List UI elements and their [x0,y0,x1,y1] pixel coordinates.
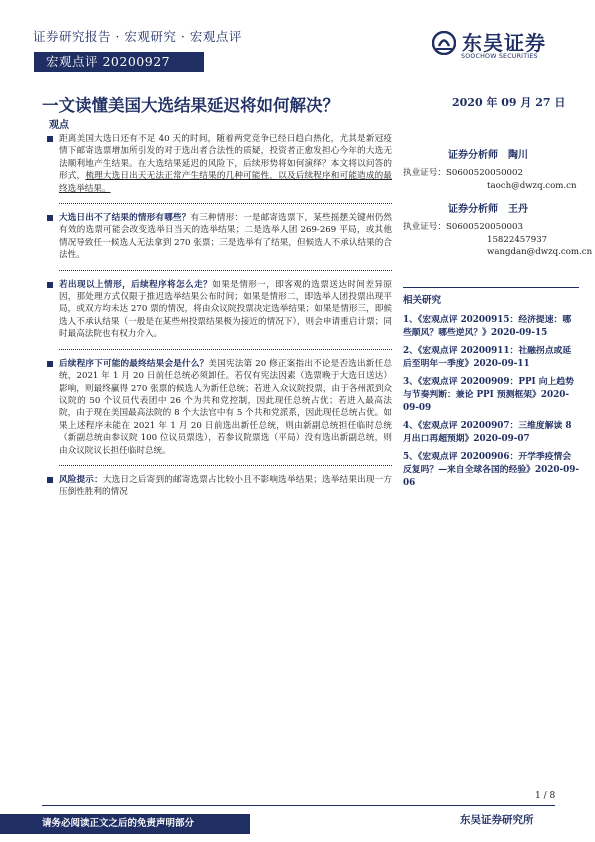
analyst-email[interactable]: wangdan@dwzq.com.cn [487,247,593,257]
related-research-item[interactable]: 1、《宏观点评 20200915：经济提速：哪些顺风？哪些逆风？》2020-09-15 [403,314,572,338]
analyst-heading: 证券分析师 王丹 [448,204,528,215]
related-research-item[interactable]: 2、《宏观点评 20200911：社融拐点或延后至明年一季度》2020-09-11 [403,345,572,369]
related-research-heading: 相关研究 [403,287,579,306]
paragraph-outcomes-lead: 后续程序下可能的最终结果会是什么？ [59,358,209,369]
analyst-card [403,146,583,192]
analyst-heading: 证券分析师 陶川 [448,150,528,161]
paragraph-procedures [47,279,392,341]
analyst-license: 执业证号：S0600520050002 [403,168,523,178]
square-bullet-icon [47,282,53,288]
divider [59,270,392,271]
report-title: 一文读懂美国大选结果延迟将如何解决？ [42,96,339,115]
main-body [47,133,392,507]
analyst-license: 执业证号：S0600520050003 [403,222,523,232]
related-research-item[interactable]: 3、《宏观点评 20200909：PPI 向上趋势与节奏判断：兼论 PPI 预测框架》2020-09-09 [403,376,574,413]
paragraph-risk [47,474,392,499]
paragraph-risk-lead: 风险提示： [59,474,103,485]
divider [59,465,392,466]
square-bullet-icon [47,477,53,483]
divider [59,203,392,204]
paragraph-intro-underlined: 梳理大选日出天无法正常产生结果的几种可能性，以及后续程序和可能造成的最终选举结果。 [59,171,392,194]
analyst-card [403,200,593,259]
report-header [0,0,595,72]
paragraph-risk-text: 大选日之后寄到的邮寄选票占比较小且不影响选举结果；选举结果出现一方压倒性胜利的情况 [59,474,392,498]
report-breadcrumb: 证券研究报告 · 宏观研究 · 宏观点评 [33,29,242,44]
paragraph-outcomes-text: 美国宪法第 20 修正案指出不论是否选出新任总统，2021 年 1 月 20 日前任总统必须卸任。若仅有宪法因素（选票晚于大选日送达）影响，则最终赢得 270 张票的候选人为新任总统；若进入众议院投票，由于各州派到众议院的 50 个议员代表团中 26 个为共和党控制，因此现任总统占优；若进入最高法院，由于现在美国最高法院的 8 个大法官中有 5 个共和党派系，因此现任总统占优。如果上述程序未能在 2021 年 1 月 20 日前选出新任总统，则由新副总统担任临时总统（新副总统由参议院 100 位议员票选），若参议院票选（平局）没有选出新副总统，则由众议院议长担任临时总统。 [59,358,392,456]
paragraph-scenarios-text: 有三种情形：一是邮寄选票下，某些摇摆关键州仍然有效的选票可能会改变选举日当天的选举结果；二是选举人团 269-269 平局，或其他情况导致任一候选人无法拿到 270 张票；三是选举有了结果，但候选人不承认结果的合法性。 [59,213,392,261]
paragraph-scenarios-lead: 大选日出不了结果的情形有哪些？ [59,213,191,224]
analyst-email[interactable]: taoch@dwzq.com.cn [487,180,577,191]
logo-mark-icon [432,31,456,55]
section-label-viewpoint: 观点 [49,120,69,131]
divider [59,349,392,350]
square-bullet-icon [47,361,53,367]
paragraph-intro-text: 距离美国大选日还有不足 40 天的时间，随着两党竞争已经日趋白热化，尤其是新冠疫情下邮寄选票增加所引发的对于选出者合法性的质疑，投资者正愈发担心今年的大选无法顺利地产生结果。在大选结果延迟的风险下，后续形势将如何演绎？本文将以问答的形式， [59,134,392,182]
square-bullet-icon [47,136,53,142]
analyst-phone: 15822457937 [487,234,548,245]
company-logo [432,27,582,67]
square-bullet-icon [47,215,53,221]
logo-chinese-name: 东吴证券 [462,31,546,55]
page-number: 1 / 8 [535,791,556,801]
disclaimer-notice: 请务必阅读正文之后的免责声明部分 [0,814,250,834]
sidebar [403,146,593,495]
logo-english-name: SOOCHOW SECURITIES [461,53,538,60]
footer-organization: 东吴证券研究所 [460,814,534,826]
footer-divider [42,805,555,806]
report-date: 2020 年 09 月 27 日 [452,96,566,109]
paragraph-outcomes [47,358,392,457]
paragraph-scenarios [47,212,392,262]
paragraph-intro [47,133,392,195]
related-research-item[interactable]: 4、《宏观点评 20200907：三维度解读 8 月出口再超预期》2020-09-07 [403,420,572,444]
paragraph-procedures-text: 如果是情形一，即客观的选票送达时间差异原因，那处理方式仅限于推迟选举结果公布时间；如果是情形二，即选举人团投票出现平局，或双方均未达 270 票的情况，将由众议院投票决定选举结果；如果是情形三，即候选人不承认结果（一般是在某些州投票结果极为接近的情况下），则会申请重启计票；同时最高法院也有权力介入。 [59,279,392,340]
related-research-item[interactable]: 5、《宏观点评 20200906：开学季疫情会反复吗？—来自全球各国的经验》2020-09-06 [403,451,579,488]
report-series-label: 宏观点评 20200927 [34,52,204,72]
paragraph-procedures-lead: 若出现以上情形，后续程序将怎么走？ [59,279,213,290]
